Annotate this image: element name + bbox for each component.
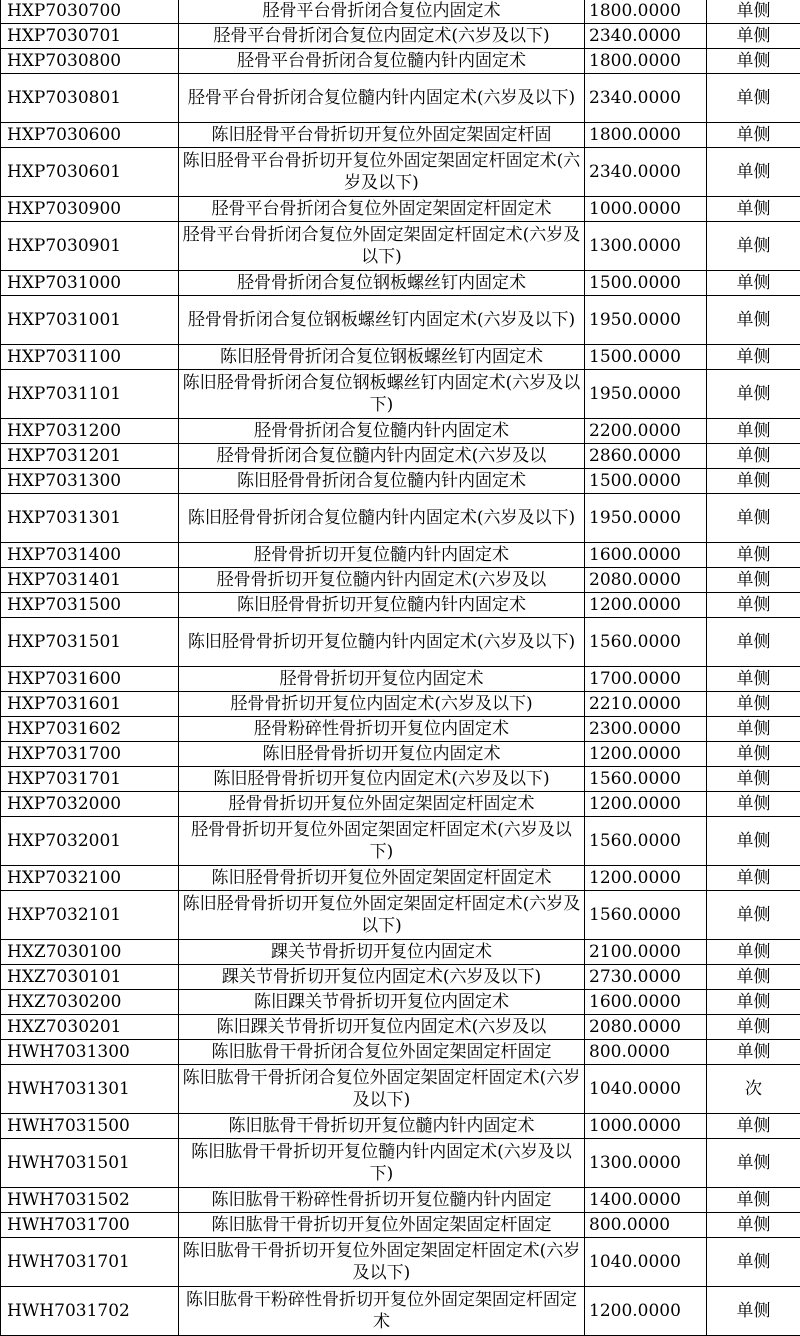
item-price-cell: 1200.0000 bbox=[585, 742, 707, 767]
item-code-cell: HXP7032101 bbox=[1, 891, 179, 940]
item-name-cell: 胫骨骨折闭合复位钢板螺丝钉内固定术 bbox=[179, 271, 585, 296]
item-code-cell: HXP7031401 bbox=[1, 568, 179, 593]
item-name-cell: 胫骨粉碎性骨折切开复位内固定术 bbox=[179, 717, 585, 742]
item-unit-cell: 单侧 bbox=[707, 222, 800, 271]
item-price-cell: 2730.0000 bbox=[585, 965, 707, 990]
item-name-cell: 陈旧肱骨干骨折切开复位髓内针内固定术 bbox=[179, 1114, 585, 1139]
item-price-cell: 2080.0000 bbox=[585, 1015, 707, 1040]
item-unit-cell: 单侧 bbox=[707, 767, 800, 792]
item-code-cell: HXP7031001 bbox=[1, 296, 179, 345]
item-code-cell: HWH7031700 bbox=[1, 1213, 179, 1238]
table-row bbox=[1, 792, 800, 817]
table-row bbox=[1, 444, 800, 469]
item-unit-cell: 单侧 bbox=[707, 940, 800, 965]
item-code-cell: HXP7030900 bbox=[1, 197, 179, 222]
item-price-cell: 1400.0000 bbox=[585, 1188, 707, 1213]
item-code-cell: HXP7031301 bbox=[1, 494, 179, 543]
item-name-cell: 胫骨骨折切开复位髓内针内固定术(六岁及以 bbox=[179, 568, 585, 593]
item-unit-cell: 单侧 bbox=[707, 469, 800, 494]
item-code-cell: HXP7031601 bbox=[1, 692, 179, 717]
item-name-cell: 胫骨骨折切开复位髓内针内固定术 bbox=[179, 543, 585, 568]
item-unit-cell: 单侧 bbox=[707, 1188, 800, 1213]
item-unit-cell: 单侧 bbox=[707, 148, 800, 197]
item-unit-cell: 单侧 bbox=[707, 370, 800, 419]
table-row bbox=[1, 49, 800, 74]
item-unit-cell: 单侧 bbox=[707, 990, 800, 1015]
item-unit-cell: 单侧 bbox=[707, 568, 800, 593]
item-price-cell: 1560.0000 bbox=[585, 618, 707, 667]
item-unit-cell: 单侧 bbox=[707, 1213, 800, 1238]
item-code-cell: HXZ7030201 bbox=[1, 1015, 179, 1040]
item-name-cell: 踝关节骨折切开复位内固定术 bbox=[179, 940, 585, 965]
item-price-cell: 1560.0000 bbox=[585, 767, 707, 792]
table-row bbox=[1, 891, 800, 940]
item-name-cell: 陈旧胫骨平台骨折切开复位外固定架固定杆固 bbox=[179, 123, 585, 148]
item-code-cell: HXP7032000 bbox=[1, 792, 179, 817]
table-row bbox=[1, 1139, 800, 1188]
item-price-cell: 1560.0000 bbox=[585, 817, 707, 866]
item-code-cell: HXP7031000 bbox=[1, 271, 179, 296]
item-unit-cell: 单侧 bbox=[707, 1040, 800, 1065]
item-name-cell: 踝关节骨折切开复位内固定术(六岁及以下) bbox=[179, 965, 585, 990]
item-name-cell: 胫骨骨折切开复位外固定架固定杆固定术 bbox=[179, 792, 585, 817]
item-code-cell: HWH7031300 bbox=[1, 1040, 179, 1065]
item-code-cell: HXP7030800 bbox=[1, 49, 179, 74]
item-code-cell: HXP7030901 bbox=[1, 222, 179, 271]
item-name-cell: 胫骨骨折切开复位外固定架固定杆固定术(六岁及以下) bbox=[179, 817, 585, 866]
item-code-cell: HWH7031501 bbox=[1, 1139, 179, 1188]
item-name-cell: 陈旧肱骨干骨折闭合复位外固定架固定杆固定 bbox=[179, 1040, 585, 1065]
table-row bbox=[1, 0, 800, 24]
item-price-cell: 1200.0000 bbox=[585, 792, 707, 817]
item-name-cell: 胫骨骨折切开复位内固定术 bbox=[179, 667, 585, 692]
item-price-cell: 1800.0000 bbox=[585, 49, 707, 74]
item-code-cell: HXP7030801 bbox=[1, 74, 179, 123]
item-name-cell: 陈旧踝关节骨折切开复位内固定术 bbox=[179, 990, 585, 1015]
item-price-cell: 1500.0000 bbox=[585, 345, 707, 370]
table-row bbox=[1, 1040, 800, 1065]
item-price-cell: 1200.0000 bbox=[585, 1287, 707, 1336]
item-name-cell: 陈旧肱骨干骨折切开复位外固定架固定杆固定术(六岁及以下) bbox=[179, 1238, 585, 1287]
item-unit-cell: 单侧 bbox=[707, 296, 800, 345]
item-name-cell: 陈旧肱骨干粉碎性骨折切开复位髓内针内固定 bbox=[179, 1188, 585, 1213]
table-row bbox=[1, 123, 800, 148]
table-row bbox=[1, 667, 800, 692]
item-price-cell: 2340.0000 bbox=[585, 148, 707, 197]
item-name-cell: 陈旧胫骨骨折闭合复位髓内针内固定术(六岁及以下) bbox=[179, 494, 585, 543]
item-price-cell: 2300.0000 bbox=[585, 717, 707, 742]
item-unit-cell: 单侧 bbox=[707, 123, 800, 148]
item-price-cell: 1700.0000 bbox=[585, 667, 707, 692]
item-name-cell: 胫骨骨折闭合复位髓内针内固定术 bbox=[179, 419, 585, 444]
item-code-cell: HXP7030601 bbox=[1, 148, 179, 197]
table-row bbox=[1, 222, 800, 271]
item-name-cell: 胫骨平台骨折闭合复位内固定术 bbox=[179, 0, 585, 24]
item-price-cell: 1800.0000 bbox=[585, 123, 707, 148]
table-row bbox=[1, 817, 800, 866]
table-row bbox=[1, 940, 800, 965]
table-row bbox=[1, 990, 800, 1015]
item-unit-cell: 单侧 bbox=[707, 24, 800, 49]
item-unit-cell: 单侧 bbox=[707, 74, 800, 123]
table-row bbox=[1, 74, 800, 123]
item-price-cell: 2340.0000 bbox=[585, 24, 707, 49]
item-code-cell: HXP7031500 bbox=[1, 593, 179, 618]
item-name-cell: 胫骨平台骨折闭合复位外固定架固定杆固定术(六岁及以下) bbox=[179, 222, 585, 271]
item-unit-cell: 单侧 bbox=[707, 792, 800, 817]
table-row bbox=[1, 767, 800, 792]
table-row bbox=[1, 419, 800, 444]
table-row bbox=[1, 345, 800, 370]
item-code-cell: HXP7031101 bbox=[1, 370, 179, 419]
item-unit-cell: 单侧 bbox=[707, 419, 800, 444]
item-name-cell: 陈旧胫骨骨折切开复位内固定术(六岁及以下) bbox=[179, 767, 585, 792]
table-row bbox=[1, 1065, 800, 1114]
item-name-cell: 陈旧胫骨骨折切开复位髓内针内固定术(六岁及以下) bbox=[179, 618, 585, 667]
item-code-cell: HXP7031602 bbox=[1, 717, 179, 742]
item-code-cell: HWH7031301 bbox=[1, 1065, 179, 1114]
item-unit-cell: 单侧 bbox=[707, 717, 800, 742]
table-row bbox=[1, 148, 800, 197]
table-row bbox=[1, 296, 800, 345]
item-price-cell: 1950.0000 bbox=[585, 296, 707, 345]
item-code-cell: HXP7031600 bbox=[1, 667, 179, 692]
item-price-cell: 2210.0000 bbox=[585, 692, 707, 717]
item-unit-cell: 单侧 bbox=[707, 444, 800, 469]
item-name-cell: 陈旧踝关节骨折切开复位内固定术(六岁及以 bbox=[179, 1015, 585, 1040]
table-row bbox=[1, 1114, 800, 1139]
item-name-cell: 陈旧胫骨骨折闭合复位髓内针内固定术 bbox=[179, 469, 585, 494]
item-price-cell: 1000.0000 bbox=[585, 197, 707, 222]
item-unit-cell: 次 bbox=[707, 1065, 800, 1114]
table-row bbox=[1, 494, 800, 543]
item-unit-cell: 单侧 bbox=[707, 1287, 800, 1336]
item-name-cell: 胫骨平台骨折闭合复位髓内针内固定术(六岁及以下) bbox=[179, 74, 585, 123]
item-name-cell: 胫骨骨折闭合复位钢板螺丝钉内固定术(六岁及以下) bbox=[179, 296, 585, 345]
table-row bbox=[1, 271, 800, 296]
item-price-cell: 2100.0000 bbox=[585, 940, 707, 965]
item-name-cell: 陈旧胫骨平台骨折切开复位外固定架固定杆固定术(六岁及以下) bbox=[179, 148, 585, 197]
item-price-cell: 800.0000 bbox=[585, 1213, 707, 1238]
item-name-cell: 陈旧胫骨骨折闭合复位钢板螺丝钉内固定术 bbox=[179, 345, 585, 370]
item-code-cell: HXZ7030200 bbox=[1, 990, 179, 1015]
item-unit-cell: 单侧 bbox=[707, 965, 800, 990]
table-row bbox=[1, 24, 800, 49]
item-name-cell: 胫骨平台骨折闭合复位外固定架固定杆固定术 bbox=[179, 197, 585, 222]
item-name-cell: 胫骨平台骨折闭合复位髓内针内固定术 bbox=[179, 49, 585, 74]
item-price-cell: 1500.0000 bbox=[585, 469, 707, 494]
item-price-cell: 1000.0000 bbox=[585, 1114, 707, 1139]
item-unit-cell: 单侧 bbox=[707, 866, 800, 891]
item-name-cell: 陈旧胫骨骨折切开复位外固定架固定杆固定术(六岁及以下) bbox=[179, 891, 585, 940]
item-code-cell: HXP7032001 bbox=[1, 817, 179, 866]
item-price-cell: 1200.0000 bbox=[585, 866, 707, 891]
table-row bbox=[1, 618, 800, 667]
item-price-cell: 2340.0000 bbox=[585, 74, 707, 123]
item-unit-cell: 单侧 bbox=[707, 891, 800, 940]
item-name-cell: 陈旧肱骨干骨折闭合复位外固定架固定杆固定术(六岁及以下) bbox=[179, 1065, 585, 1114]
item-price-cell: 1040.0000 bbox=[585, 1238, 707, 1287]
item-code-cell: HXP7031200 bbox=[1, 419, 179, 444]
table-row bbox=[1, 1238, 800, 1287]
item-unit-cell: 单侧 bbox=[707, 817, 800, 866]
item-name-cell: 陈旧胫骨骨折切开复位内固定术 bbox=[179, 742, 585, 767]
table-row bbox=[1, 593, 800, 618]
table-row bbox=[1, 469, 800, 494]
item-unit-cell: 单侧 bbox=[707, 593, 800, 618]
item-name-cell: 陈旧胫骨骨折闭合复位钢板螺丝钉内固定术(六岁及以下) bbox=[179, 370, 585, 419]
item-name-cell: 胫骨平台骨折闭合复位内固定术(六岁及以下) bbox=[179, 24, 585, 49]
item-code-cell: HWH7031701 bbox=[1, 1238, 179, 1287]
table-row bbox=[1, 370, 800, 419]
item-unit-cell: 单侧 bbox=[707, 1015, 800, 1040]
item-price-cell: 1200.0000 bbox=[585, 593, 707, 618]
table-row bbox=[1, 197, 800, 222]
table-row bbox=[1, 1015, 800, 1040]
item-price-cell: 2860.0000 bbox=[585, 444, 707, 469]
item-price-cell: 1300.0000 bbox=[585, 1139, 707, 1188]
item-code-cell: HXP7031400 bbox=[1, 543, 179, 568]
item-price-cell: 2200.0000 bbox=[585, 419, 707, 444]
item-name-cell: 陈旧肱骨干骨折切开复位外固定架固定杆固定 bbox=[179, 1213, 585, 1238]
fee-table-body bbox=[1, 0, 800, 1336]
item-price-cell: 1950.0000 bbox=[585, 494, 707, 543]
item-price-cell: 1300.0000 bbox=[585, 222, 707, 271]
item-unit-cell: 单侧 bbox=[707, 0, 800, 24]
item-unit-cell: 单侧 bbox=[707, 494, 800, 543]
item-code-cell: HXP7030600 bbox=[1, 123, 179, 148]
item-name-cell: 陈旧肱骨干骨折切开复位髓内针内固定术(六岁及以下) bbox=[179, 1139, 585, 1188]
item-name-cell: 陈旧胫骨骨折切开复位外固定架固定杆固定术 bbox=[179, 866, 585, 891]
item-name-cell: 陈旧胫骨骨折切开复位髓内针内固定术 bbox=[179, 593, 585, 618]
item-code-cell: HXP7030701 bbox=[1, 24, 179, 49]
item-unit-cell: 单侧 bbox=[707, 618, 800, 667]
table-row bbox=[1, 543, 800, 568]
item-price-cell: 1560.0000 bbox=[585, 891, 707, 940]
item-unit-cell: 单侧 bbox=[707, 667, 800, 692]
item-code-cell: HXP7031700 bbox=[1, 742, 179, 767]
item-code-cell: HXP7030700 bbox=[1, 0, 179, 24]
item-unit-cell: 单侧 bbox=[707, 543, 800, 568]
item-price-cell: 1600.0000 bbox=[585, 990, 707, 1015]
item-code-cell: HXP7031100 bbox=[1, 345, 179, 370]
table-row bbox=[1, 1287, 800, 1336]
table-row bbox=[1, 1188, 800, 1213]
item-unit-cell: 单侧 bbox=[707, 1114, 800, 1139]
table-row bbox=[1, 742, 800, 767]
item-price-cell: 800.0000 bbox=[585, 1040, 707, 1065]
item-price-cell: 1040.0000 bbox=[585, 1065, 707, 1114]
item-unit-cell: 单侧 bbox=[707, 1238, 800, 1287]
item-price-cell: 1500.0000 bbox=[585, 271, 707, 296]
item-code-cell: HXZ7030100 bbox=[1, 940, 179, 965]
item-price-cell: 1600.0000 bbox=[585, 543, 707, 568]
item-code-cell: HXP7031300 bbox=[1, 469, 179, 494]
item-code-cell: HXP7031501 bbox=[1, 618, 179, 667]
item-unit-cell: 单侧 bbox=[707, 742, 800, 767]
item-code-cell: HWH7031502 bbox=[1, 1188, 179, 1213]
item-name-cell: 胫骨骨折切开复位内固定术(六岁及以下) bbox=[179, 692, 585, 717]
item-code-cell: HWH7031702 bbox=[1, 1287, 179, 1336]
item-code-cell: HWH7031500 bbox=[1, 1114, 179, 1139]
item-name-cell: 胫骨骨折闭合复位髓内针内固定术(六岁及以 bbox=[179, 444, 585, 469]
item-unit-cell: 单侧 bbox=[707, 345, 800, 370]
table-row bbox=[1, 965, 800, 990]
table-row bbox=[1, 568, 800, 593]
item-code-cell: HXP7032100 bbox=[1, 866, 179, 891]
item-price-cell: 1950.0000 bbox=[585, 370, 707, 419]
item-name-cell: 陈旧肱骨干粉碎性骨折切开复位外固定架固定杆固定术 bbox=[179, 1287, 585, 1336]
table-row bbox=[1, 1213, 800, 1238]
item-unit-cell: 单侧 bbox=[707, 692, 800, 717]
item-unit-cell: 单侧 bbox=[707, 271, 800, 296]
table-row bbox=[1, 692, 800, 717]
item-unit-cell: 单侧 bbox=[707, 49, 800, 74]
table-row bbox=[1, 866, 800, 891]
item-unit-cell: 单侧 bbox=[707, 197, 800, 222]
table-row bbox=[1, 717, 800, 742]
item-code-cell: HXP7031201 bbox=[1, 444, 179, 469]
item-price-cell: 1800.0000 bbox=[585, 0, 707, 24]
item-code-cell: HXZ7030101 bbox=[1, 965, 179, 990]
item-code-cell: HXP7031701 bbox=[1, 767, 179, 792]
item-unit-cell: 单侧 bbox=[707, 1139, 800, 1188]
item-price-cell: 2080.0000 bbox=[585, 568, 707, 593]
